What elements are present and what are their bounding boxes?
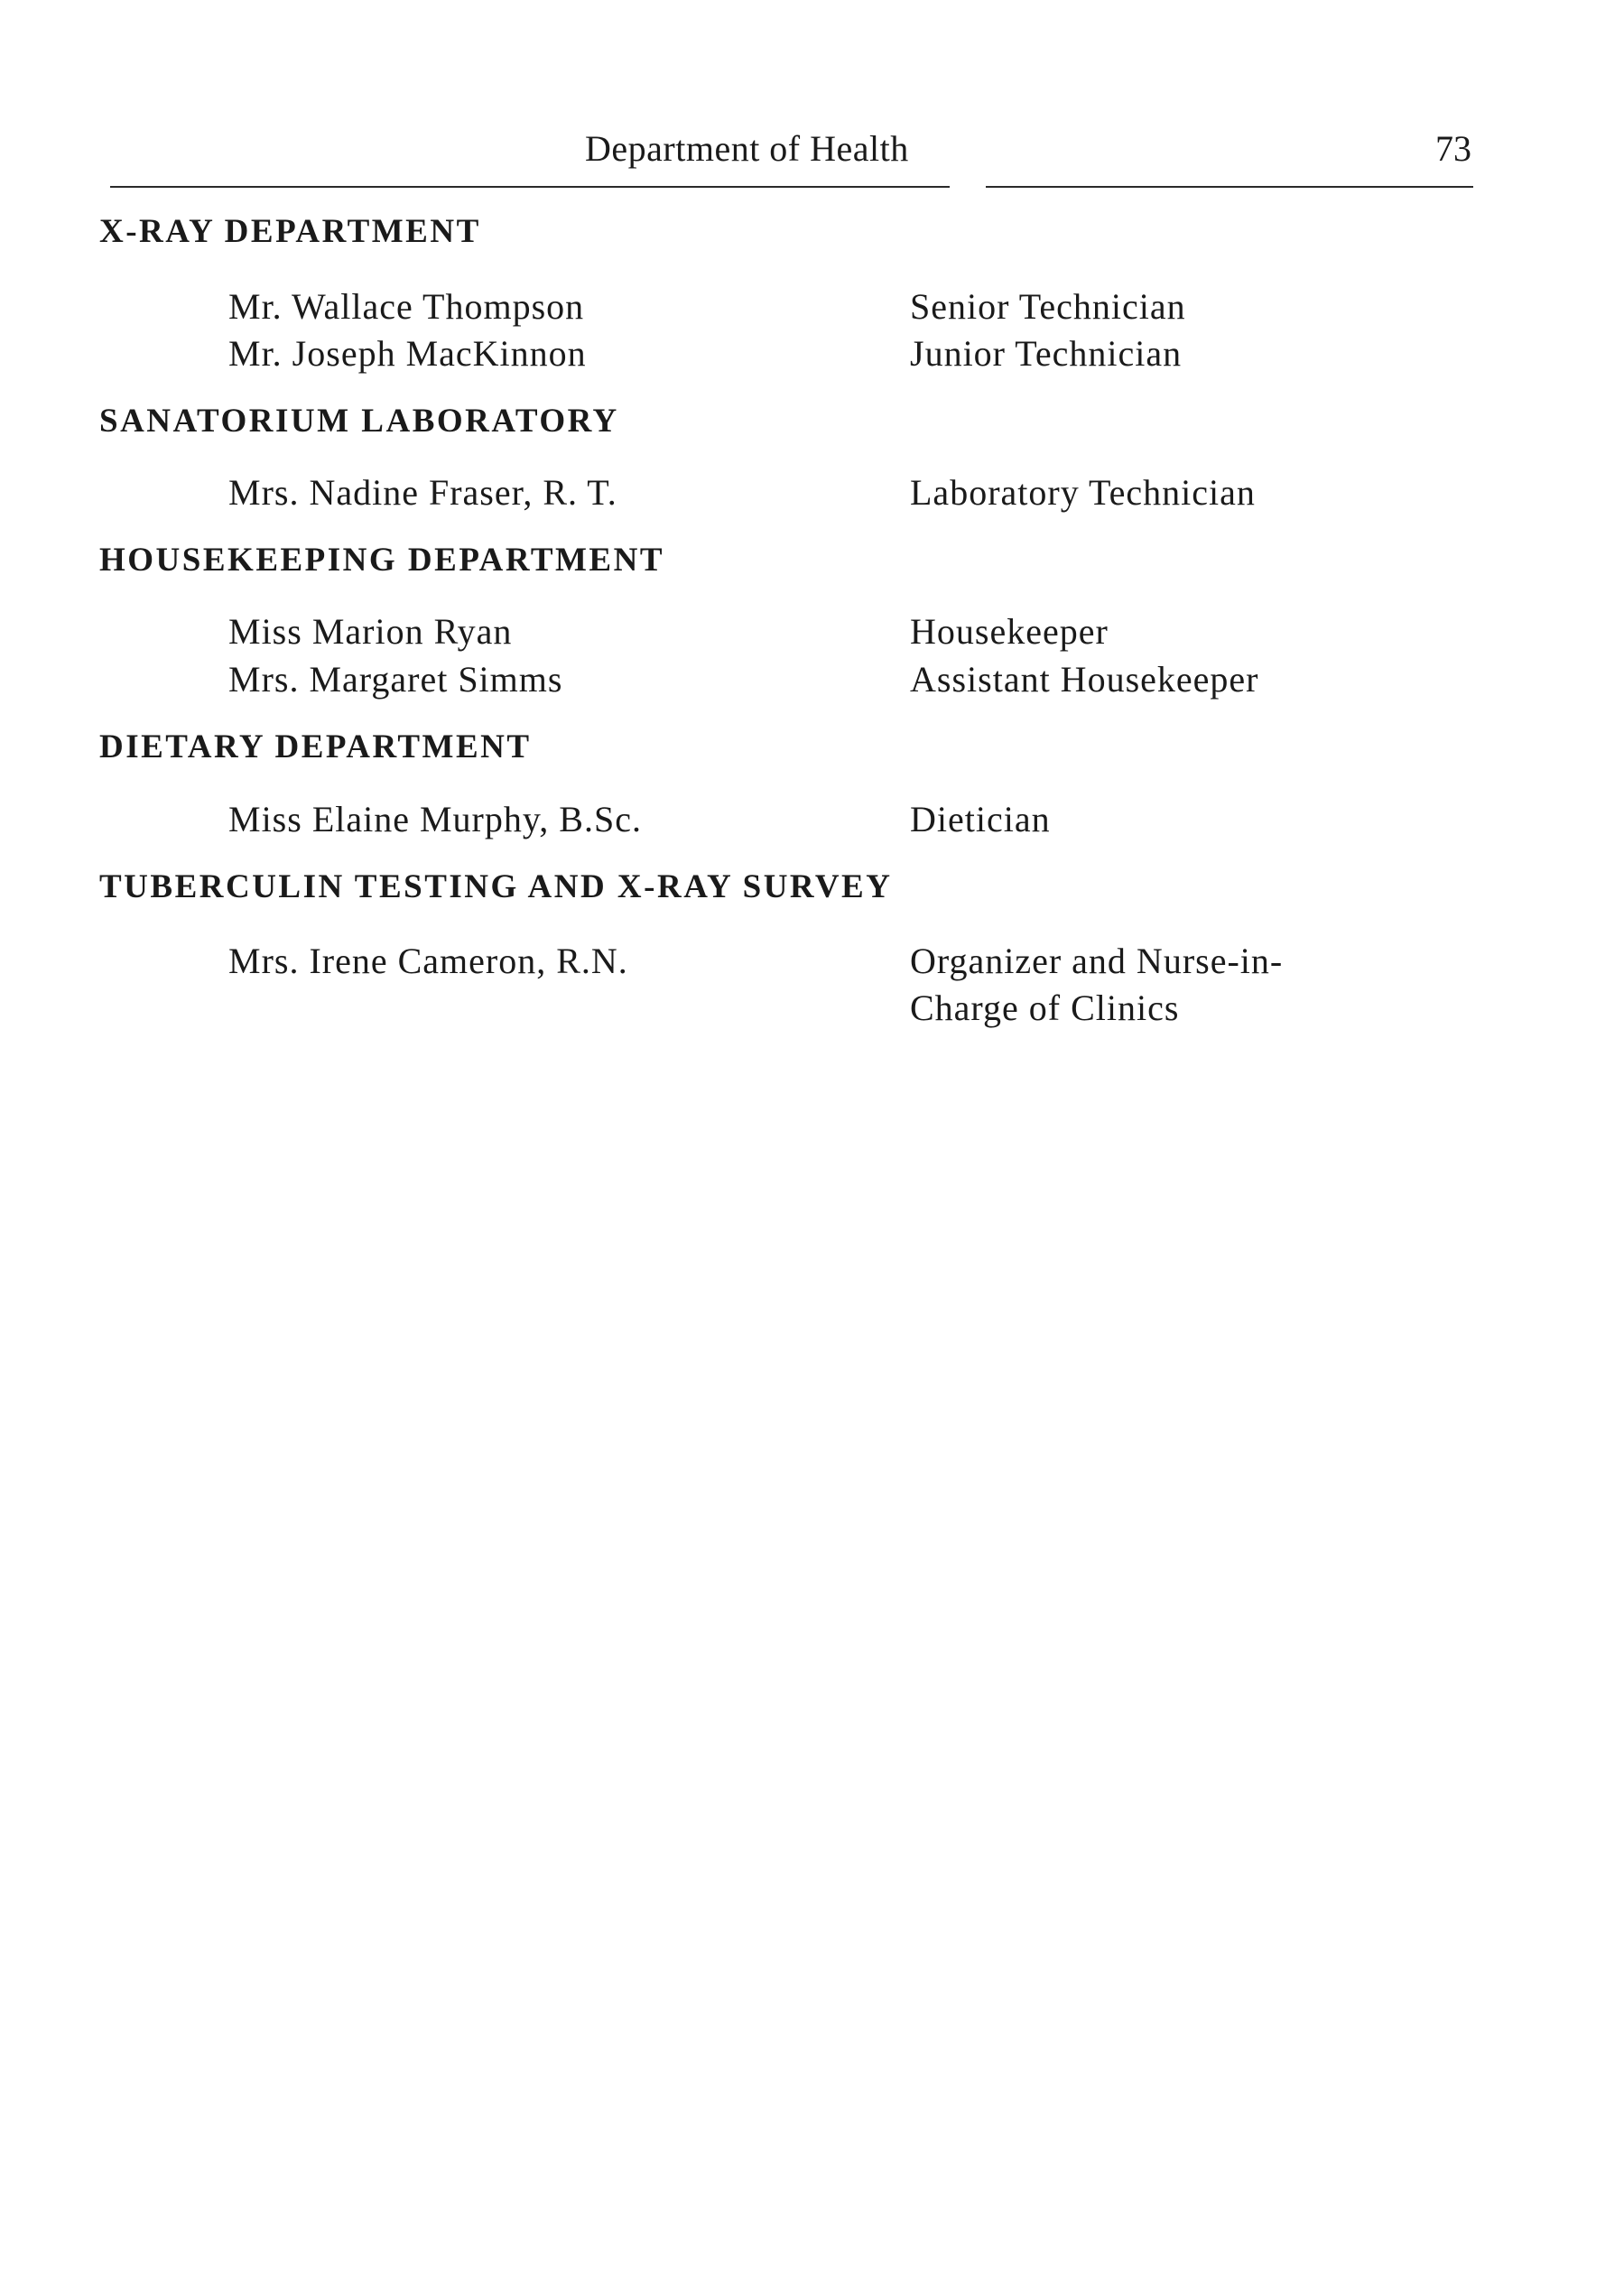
- staff-name: Mr. Joseph MacKinnon: [228, 333, 587, 374]
- staff-name: Mrs. Irene Cameron, R.N.: [228, 941, 628, 981]
- section-heading-sanatorium-laboratory: SANATORIUM LABORATORY: [99, 403, 619, 440]
- staff-role: Junior Technician: [910, 333, 1183, 374]
- section-heading-tuberculin-survey: TUBERCULIN TESTING AND X-RAY SURVEY: [99, 868, 893, 905]
- header-rule-right: [986, 186, 1473, 188]
- staff-name: Mrs. Margaret Simms: [228, 659, 563, 700]
- staff-role: Organizer and Nurse-in-: [910, 941, 1284, 981]
- staff-role: Laboratory Technician: [910, 472, 1256, 513]
- staff-role: Senior Technician: [910, 286, 1186, 327]
- section-heading-housekeeping: HOUSEKEEPING DEPARTMENT: [99, 542, 664, 579]
- staff-name: Miss Elaine Murphy, B.Sc.: [228, 799, 642, 839]
- running-title: Department of Health: [585, 128, 909, 169]
- staff-role: Assistant Housekeeper: [910, 659, 1259, 700]
- staff-role-continued: Charge of Clinics: [910, 988, 1180, 1028]
- staff-name: Mr. Wallace Thompson: [228, 286, 585, 327]
- staff-name: Miss Marion Ryan: [228, 611, 513, 652]
- staff-role: Dietician: [910, 799, 1051, 839]
- page-number: 73: [1435, 128, 1471, 169]
- section-heading-dietary: DIETARY DEPARTMENT: [99, 728, 532, 765]
- running-head: [0, 126, 1624, 172]
- staff-name: Mrs. Nadine Fraser, R. T.: [228, 472, 617, 513]
- staff-role: Housekeeper: [910, 611, 1109, 652]
- header-rule-left: [110, 186, 950, 188]
- section-heading-xray: X-RAY DEPARTMENT: [99, 213, 481, 250]
